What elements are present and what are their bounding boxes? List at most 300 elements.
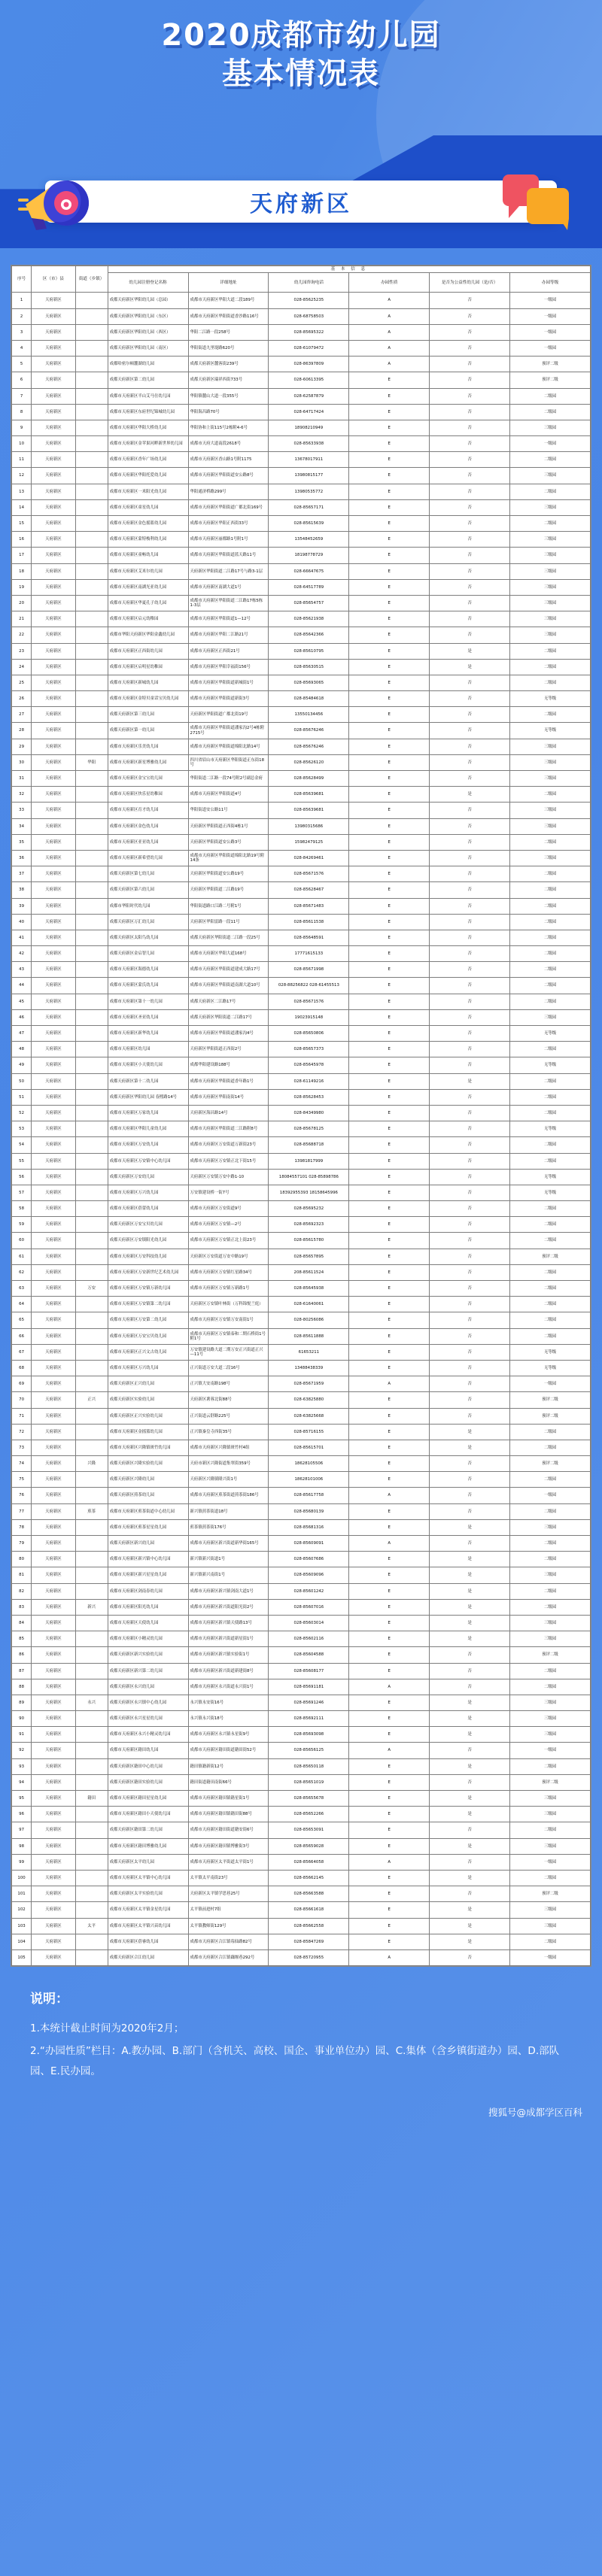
cell-kg-type: E xyxy=(349,707,430,723)
cell-address: 成都市天府新区万安镇泰和二期石桥街1号附1号 xyxy=(188,1328,269,1344)
cell-kg-type: E xyxy=(349,754,430,770)
cell-phone: 028-85639681 xyxy=(269,787,349,803)
cell-index: 33 xyxy=(12,803,32,818)
cell-public: 否 xyxy=(430,1360,510,1376)
cell-address: 成都市天府新区合江镇莓仙路82号 xyxy=(188,1934,269,1949)
cell-address: 成都市天府新区丽都路1号附1号 xyxy=(188,532,269,548)
cell-phone: 028-85628453 xyxy=(269,1089,349,1105)
cell-district: 天府新区 xyxy=(32,1743,75,1758)
cell-index: 20 xyxy=(12,595,32,611)
cell-kg-name: 成都市天府新区新希望幼儿园 xyxy=(108,850,188,866)
cell-district: 天府新区 xyxy=(32,308,75,324)
cell-public: 否 xyxy=(430,548,510,563)
cell-kg-name: 成都天府新区太平幼儿园 xyxy=(108,1854,188,1870)
cell-index: 103 xyxy=(12,1918,32,1934)
cell-level: 预评二级 xyxy=(510,1886,591,1902)
cell-kg-type: E xyxy=(349,1424,430,1440)
cell-index: 93 xyxy=(12,1758,32,1774)
cell-address: 天府新区华阳街道安公路19号 xyxy=(188,866,269,882)
cell-kg-name: 成都市天府新区新星博雅幼儿园 xyxy=(108,754,188,770)
cell-district: 天府新区 xyxy=(32,1472,75,1488)
cell-address: 正兴镇大安南路198号 xyxy=(188,1376,269,1392)
cell-index: 51 xyxy=(12,1089,32,1105)
cell-address: 成都市天府新区华阳街道南湖大道10号 xyxy=(188,978,269,994)
cell-level: 二级园 xyxy=(510,1073,591,1089)
cell-index: 2 xyxy=(12,308,32,324)
cell-street xyxy=(75,1536,108,1552)
cell-index: 5 xyxy=(12,357,32,372)
cell-address: 成都市天府新区华阳街道新城街1号 xyxy=(188,675,269,690)
cell-kg-type: E xyxy=(349,372,430,388)
cell-district: 天府新区 xyxy=(32,723,75,739)
cell-public: 是 xyxy=(430,1838,510,1854)
cell-index: 58 xyxy=(12,1201,32,1217)
table-row xyxy=(12,707,591,723)
cell-phone: 028-85607686 xyxy=(269,1552,349,1567)
cell-address: 成都市天府新区华阳街道广都北街169号 xyxy=(188,499,269,515)
cell-index: 68 xyxy=(12,1360,32,1376)
cell-kg-name: 成都市天府新区蓓蕾幼儿园 xyxy=(108,1201,188,1217)
cell-level: 二级园 xyxy=(510,914,591,930)
cell-street xyxy=(75,723,108,739)
cell-address: 成都市天府新区香山路1号附1175 xyxy=(188,452,269,468)
cell-public: 否 xyxy=(430,1854,510,1870)
cell-index: 101 xyxy=(12,1886,32,1902)
cell-kg-type: E xyxy=(349,1121,430,1137)
cell-index: 95 xyxy=(12,1791,32,1807)
table-row xyxy=(12,1886,591,1902)
cell-address: 成都市天府新区华阳街道潘家沟2号4栋附2715号 xyxy=(188,723,269,739)
table-row xyxy=(12,754,591,770)
table-row xyxy=(12,691,591,707)
cell-phone: 028-85693098 xyxy=(269,1727,349,1743)
cell-street xyxy=(75,324,108,340)
cell-level: 一级园 xyxy=(510,293,591,308)
cell-phone: 028-85628499 xyxy=(269,771,349,787)
cell-street xyxy=(75,372,108,388)
cell-street xyxy=(75,1727,108,1743)
cell-address: 天府新区华阳街道正西街2号 xyxy=(188,1042,269,1057)
cell-level: 三级园 xyxy=(510,499,591,515)
cell-kg-type: E xyxy=(349,643,430,659)
cell-index: 22 xyxy=(12,627,32,643)
cell-phone: 028-85625235 xyxy=(269,293,349,308)
cell-address: 天府新区万安镇万安中路1-10 xyxy=(188,1169,269,1185)
cell-kg-name: 成都天府新区万安镇阳光幼儿园 xyxy=(108,1233,188,1249)
cell-index: 100 xyxy=(12,1870,32,1886)
cell-district: 天府新区 xyxy=(32,372,75,388)
cell-district: 天府新区 xyxy=(32,1774,75,1790)
table-row xyxy=(12,1583,591,1599)
cell-public: 否 xyxy=(430,1042,510,1057)
cell-phone: 028-85671576 xyxy=(269,994,349,1009)
cell-kg-name: 成都市天府新区万安第二幼儿园 xyxy=(108,1312,188,1328)
table-row xyxy=(12,723,591,739)
table-row xyxy=(12,357,591,372)
table-row xyxy=(12,1105,591,1121)
cell-street xyxy=(75,308,108,324)
cell-kg-type: E xyxy=(349,659,430,675)
cell-phone: 028-63825668 xyxy=(269,1408,349,1424)
cell-address: 成都市天府新区新兴街道新华街165号 xyxy=(188,1536,269,1552)
cell-phone: 028-85681316 xyxy=(269,1519,349,1535)
cell-index: 42 xyxy=(12,946,32,962)
cell-kg-type: E xyxy=(349,1217,430,1233)
cell-index: 69 xyxy=(12,1376,32,1392)
cell-level: 无等级 xyxy=(510,1169,591,1185)
cell-index: 34 xyxy=(12,818,32,834)
cell-address: 华阳二江路一段258号 xyxy=(188,324,269,340)
cell-level: 三级园 xyxy=(510,1009,591,1025)
cell-public: 否 xyxy=(430,627,510,643)
cell-phone: 18628101006 xyxy=(269,1472,349,1488)
cell-level: 二级园 xyxy=(510,675,591,690)
cell-kg-name: 成都天府新区万安幼儿园 xyxy=(108,1169,188,1185)
cell-address: 华阳镇麓山大道一段355号 xyxy=(188,388,269,404)
table-row xyxy=(12,1057,591,1073)
cell-address: 成都市天府新区正西街21号 xyxy=(188,643,269,659)
cell-kg-name: 成都市天府新区万安科技幼儿园 xyxy=(108,1249,188,1264)
cell-street xyxy=(75,1360,108,1376)
table-row xyxy=(12,1536,591,1552)
cell-phone: 028-85611888 xyxy=(269,1328,349,1344)
cell-public: 否 xyxy=(430,1169,510,1185)
cell-kg-name: 成都市天府新区第十一幼儿园 xyxy=(108,994,188,1009)
table-row xyxy=(12,1153,591,1169)
cell-phone: 028-61079472 xyxy=(269,340,349,356)
cell-phone: 028-85720955 xyxy=(269,1949,349,1965)
cell-street xyxy=(75,1249,108,1264)
cell-kg-name: 成都天府新区太平实验幼儿园 xyxy=(108,1886,188,1902)
cell-street xyxy=(75,643,108,659)
cell-index: 24 xyxy=(12,659,32,675)
cell-kg-name: 成都天府新区第六幼儿园 xyxy=(108,882,188,898)
cell-phone: 18084557101 028-85898786 xyxy=(269,1169,349,1185)
cell-phone: 028-62587879 xyxy=(269,388,349,404)
cell-level: 二级园 xyxy=(510,1264,591,1280)
table-row xyxy=(12,1424,591,1440)
table-row xyxy=(12,1249,591,1264)
cell-kg-name: 成都市天府新区万兴幼儿园 xyxy=(108,1360,188,1376)
cell-level: 三级园 xyxy=(510,803,591,818)
cell-kg-name: 成都市天府新区太平镇中心幼儿园 xyxy=(108,1870,188,1886)
cell-index: 83 xyxy=(12,1599,32,1615)
cell-district: 天府新区 xyxy=(32,1185,75,1200)
cell-level: 二级园 xyxy=(510,1870,591,1886)
cell-kg-name: 成都市天府新区华阳托爱幼儿园 xyxy=(108,468,188,484)
cell-level: 二级园 xyxy=(510,1297,591,1312)
cell-level: 二级园 xyxy=(510,1153,591,1169)
cell-index: 7 xyxy=(12,388,32,404)
cell-district: 天府新区 xyxy=(32,1057,75,1073)
cell-address: 成都市天府新区华阳大道二段189号 xyxy=(188,293,269,308)
cell-kg-name: 成都天府新区华阳幼儿园（南区） xyxy=(108,340,188,356)
cell-level: 三级园 xyxy=(510,627,591,643)
speech-bubbles-icon xyxy=(498,171,581,230)
cell-public: 否 xyxy=(430,484,510,499)
cell-index: 16 xyxy=(12,532,32,548)
cell-kg-name: 成都天府新区金启智儿园 xyxy=(108,946,188,962)
cell-district: 天府新区 xyxy=(32,1392,75,1408)
table-row xyxy=(12,1822,591,1838)
cell-index: 70 xyxy=(12,1392,32,1408)
table-row xyxy=(12,1360,591,1376)
table-row xyxy=(12,1073,591,1089)
cell-level: 二级园 xyxy=(510,388,591,404)
cell-kg-type: A xyxy=(349,1949,430,1965)
cell-district: 天府新区 xyxy=(32,1615,75,1631)
cell-level: 二级园 xyxy=(510,452,591,468)
cell-address: 天府新区华阳街道正西街4栋1号 xyxy=(188,818,269,834)
table-row xyxy=(12,1599,591,1615)
cell-public: 否 xyxy=(430,532,510,548)
cell-address: 成都市天府新区兴隆镇斑竹村4组 xyxy=(188,1440,269,1455)
cell-public: 否 xyxy=(430,1822,510,1838)
cell-phone: 028-85671959 xyxy=(269,1376,349,1392)
cell-address: 天府市新区兴隆街道集翠街359号 xyxy=(188,1456,269,1472)
cell-kg-name: 成都市天府新区启元幼稚园 xyxy=(108,611,188,627)
cell-kg-name: 成都天府新区第一幼儿园 xyxy=(108,723,188,739)
cell-address: 新兴镇新兴街道1号 xyxy=(188,1552,269,1567)
cell-index: 55 xyxy=(12,1153,32,1169)
cell-street xyxy=(75,914,108,930)
cell-kg-type: E xyxy=(349,1711,430,1727)
cell-phone: 13548452659 xyxy=(269,532,349,548)
cell-address: 成都市天府新区南湖大道1号 xyxy=(188,579,269,595)
cell-index: 73 xyxy=(12,1440,32,1455)
cell-kg-type: E xyxy=(349,1360,430,1376)
cell-phone: 028-84269461 xyxy=(269,850,349,866)
cell-district: 天府新区 xyxy=(32,1886,75,1902)
cell-street xyxy=(75,563,108,579)
cell-level: 二级园 xyxy=(510,882,591,898)
cell-level: 三级园 xyxy=(510,468,591,484)
cell-district: 天府新区 xyxy=(32,293,75,308)
cell-index: 75 xyxy=(12,1472,32,1488)
cell-level: 二级园 xyxy=(510,1663,591,1679)
cell-district: 天府新区 xyxy=(32,1089,75,1105)
cell-district: 天府新区 xyxy=(32,1281,75,1297)
cell-level: 二级园 xyxy=(510,962,591,978)
cell-district: 天府新区 xyxy=(32,1153,75,1169)
title-line-1: 2020成都市幼儿园 xyxy=(161,18,441,53)
cell-kg-name: 成都市天府新区新兴镇中心幼儿园 xyxy=(108,1552,188,1567)
cell-district: 天府新区 xyxy=(32,1328,75,1344)
cell-kg-name: 成都天府新区太阳鸟幼儿园 xyxy=(108,930,188,945)
cell-address: 天府新区太平镇学思巷25号 xyxy=(188,1886,269,1902)
credit-watermark: 搜狐号@成都学区百科 xyxy=(488,2106,582,2118)
cell-kg-type: E xyxy=(349,914,430,930)
col-header-address: 详细地址 xyxy=(188,273,269,293)
cell-index: 45 xyxy=(12,994,32,1009)
cell-phone: 18908210949 xyxy=(269,420,349,435)
table-body xyxy=(12,293,591,1966)
cell-public: 否 xyxy=(430,1328,510,1344)
table-row xyxy=(12,420,591,435)
cell-address: 成都市天府新区华阳正西街33号 xyxy=(188,516,269,532)
cell-public: 是 xyxy=(430,1567,510,1583)
cell-public: 否 xyxy=(430,1886,510,1902)
cell-public: 是 xyxy=(430,1615,510,1631)
cell-phone: 028-66647675 xyxy=(269,563,349,579)
cell-address: 成都市天府新区华阳街道蓝天路11号 xyxy=(188,548,269,563)
cell-kg-name: 成都市天府新区正西街幼儿园 xyxy=(108,643,188,659)
cell-street xyxy=(75,579,108,595)
cell-district: 天府新区 xyxy=(32,1026,75,1042)
cell-address: 永兴镇永安街16号 xyxy=(188,1695,269,1710)
cell-address: 成都市天府新区万安镇正北下街15号 xyxy=(188,1153,269,1169)
cell-phone: 13678017911 xyxy=(269,452,349,468)
cell-level: 一级园 xyxy=(510,340,591,356)
cell-index: 67 xyxy=(12,1344,32,1360)
table-row xyxy=(12,1281,591,1297)
cell-phone: 028-85661618 xyxy=(269,1902,349,1918)
table-row xyxy=(12,1838,591,1854)
cell-kg-type: E xyxy=(349,1918,430,1934)
cell-level: 预评二级 xyxy=(510,1774,591,1790)
kindergarten-table xyxy=(11,265,591,1966)
cell-level: 三级园 xyxy=(510,1918,591,1934)
cell-phone: 028-85693065 xyxy=(269,675,349,690)
cell-level: 二级园 xyxy=(510,866,591,882)
cell-level: 二级园 xyxy=(510,834,591,850)
cell-street xyxy=(75,1009,108,1025)
cell-level: 二级园 xyxy=(510,1424,591,1440)
cell-district: 天府新区 xyxy=(32,1456,75,1472)
cell-kg-name: 成都天府新区籍田实验幼儿园 xyxy=(108,1774,188,1790)
cell-street xyxy=(75,946,108,962)
cell-public: 是 xyxy=(430,1711,510,1727)
cell-kg-type: E xyxy=(349,1552,430,1567)
cell-level: 预评二级 xyxy=(510,357,591,372)
cell-phone: 028-85630515 xyxy=(269,659,349,675)
cell-kg-type: E xyxy=(349,1169,430,1185)
table-row xyxy=(12,1042,591,1057)
cell-address: 成都市天府新区华阳二江路21号 xyxy=(188,627,269,643)
cell-district: 天府新区 xyxy=(32,1264,75,1280)
cell-address: 天府新区华阳街道广都北街19号 xyxy=(188,707,269,723)
cell-street: 兴隆 xyxy=(75,1456,108,1472)
cell-address: 新兴镇煎茶街道18号 xyxy=(188,1503,269,1519)
table-row xyxy=(12,1503,591,1519)
cell-address: 成都市天府新区籍田镇博雅街3号 xyxy=(188,1838,269,1854)
cell-district: 天府新区 xyxy=(32,1312,75,1328)
cell-phone: 18628105506 xyxy=(269,1456,349,1472)
cell-kg-type: E xyxy=(349,468,430,484)
table-row xyxy=(12,404,591,420)
cell-address: 四川省眉山市天府新区华阳街道正东街18号 xyxy=(188,754,269,770)
table-row xyxy=(12,1312,591,1328)
cell-index: 3 xyxy=(12,324,32,340)
cell-district: 天府新区 xyxy=(32,1758,75,1774)
cell-district: 天府新区 xyxy=(32,994,75,1009)
cell-index: 87 xyxy=(12,1663,32,1679)
cell-index: 50 xyxy=(12,1073,32,1089)
table-row xyxy=(12,548,591,563)
cell-street xyxy=(75,1472,108,1488)
cell-kg-type: E xyxy=(349,930,430,945)
cell-phone: 028-85680139 xyxy=(269,1503,349,1519)
cell-phone: 13550134456 xyxy=(269,707,349,723)
cell-kg-type: E xyxy=(349,484,430,499)
cell-kg-name: 成都市天府新区剑南春幼儿园 xyxy=(108,1583,188,1599)
table-row xyxy=(12,579,591,595)
cell-district: 天府新区 xyxy=(32,1121,75,1137)
cell-level: 二级园 xyxy=(510,1328,591,1344)
cell-phone: 028-85671483 xyxy=(269,898,349,914)
cell-kg-name: 成都市天府新区籍田幼儿园 xyxy=(108,1743,188,1758)
cell-street xyxy=(75,818,108,834)
cell-street xyxy=(75,850,108,866)
cell-kg-name: 成都天府新区新兴第二幼儿园 xyxy=(108,1663,188,1679)
cell-index: 71 xyxy=(12,1408,32,1424)
cell-kg-type: E xyxy=(349,1440,430,1455)
cell-phone: 18392955393 18158645996 xyxy=(269,1185,349,1200)
cell-public: 否 xyxy=(430,1121,510,1137)
cell-street: 万安 xyxy=(75,1281,108,1297)
cell-public: 是 xyxy=(430,1758,510,1774)
cell-street xyxy=(75,1949,108,1965)
cell-level: 二级园 xyxy=(510,484,591,499)
cell-kg-type: E xyxy=(349,1631,430,1647)
cell-public: 否 xyxy=(430,1105,510,1121)
cell-phone: 61653211 xyxy=(269,1344,349,1360)
cell-public: 否 xyxy=(430,1949,510,1965)
cell-kg-type: E xyxy=(349,516,430,532)
cell-phone: 028-85657373 xyxy=(269,1042,349,1057)
cell-address: 永兴镇永兴街18号 xyxy=(188,1711,269,1727)
table-row xyxy=(12,1456,591,1472)
cell-district: 天府新区 xyxy=(32,468,75,484)
cell-district: 天府新区 xyxy=(32,707,75,723)
cell-phone: 028-85663588 xyxy=(269,1886,349,1902)
cell-address: 天府新区万安镇叶林街（万科锦悦兰庭） xyxy=(188,1297,269,1312)
cell-address: 成都市天府新区华阳幸福街156号 xyxy=(188,659,269,675)
cell-level: 预评二级 xyxy=(510,1647,591,1663)
cell-level: 二级园 xyxy=(510,1934,591,1949)
table-row xyxy=(12,787,591,803)
cell-district: 天府新区 xyxy=(32,643,75,659)
cell-street xyxy=(75,1488,108,1503)
cell-kg-name: 成都市天府新区蒙特梭利幼儿园 xyxy=(108,532,188,548)
cell-kg-type: A xyxy=(349,1743,430,1758)
cell-kg-type: E xyxy=(349,1408,430,1424)
table-row xyxy=(12,1663,591,1679)
cell-index: 92 xyxy=(12,1743,32,1758)
cell-district: 天府新区 xyxy=(32,898,75,914)
cell-kg-name: 成都市天府新区海德幼儿园 xyxy=(108,962,188,978)
cell-street: 煎茶 xyxy=(75,1503,108,1519)
cell-phone: 208-85611524 xyxy=(269,1264,349,1280)
cell-kg-type: E xyxy=(349,803,430,818)
cell-street xyxy=(75,1328,108,1344)
table-row xyxy=(12,1201,591,1217)
cell-index: 21 xyxy=(12,611,32,627)
cell-address: 成都市天府新区华阳街道绵阳北路19号附14条 xyxy=(188,850,269,866)
cell-level: 三级园 xyxy=(510,1902,591,1918)
cell-kg-name: 成都市天府新区万家幼儿园 xyxy=(108,1105,188,1121)
cell-street xyxy=(75,1233,108,1249)
cell-kg-type: E xyxy=(349,1185,430,1200)
cell-kg-type: E xyxy=(349,1663,430,1679)
cell-phone: 028-85657895 xyxy=(269,1249,349,1264)
cell-street xyxy=(75,1153,108,1169)
cell-index: 56 xyxy=(12,1169,32,1185)
cell-phone: 028-85653091 xyxy=(269,1822,349,1838)
cell-public: 否 xyxy=(430,1503,510,1519)
cell-public: 否 xyxy=(430,1233,510,1249)
table-row xyxy=(12,659,591,675)
